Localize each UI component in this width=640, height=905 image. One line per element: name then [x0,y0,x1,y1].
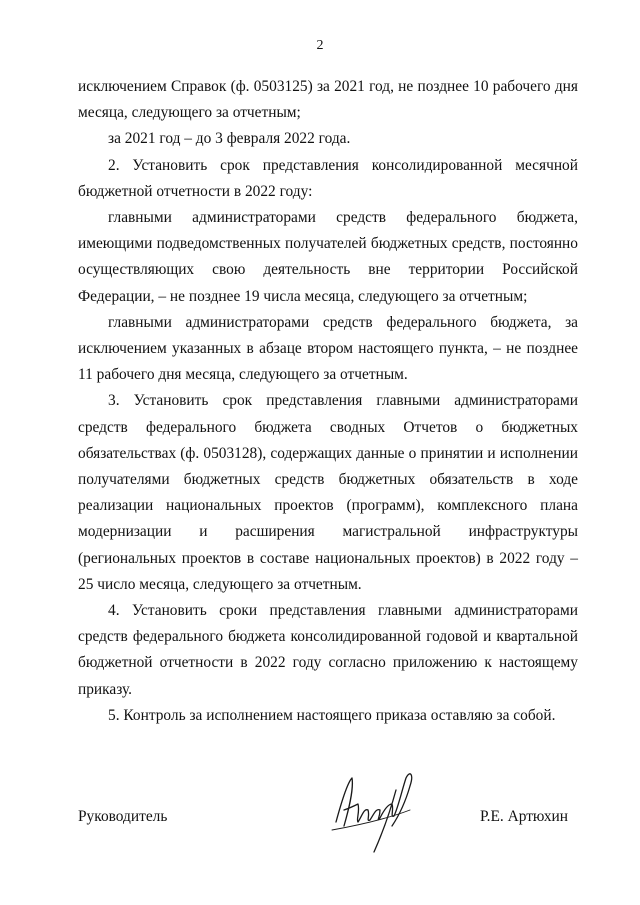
paragraph-item-5: 5. Контроль за исполнением настоящего приказа оставляю за собой. [108,706,556,724]
signatory-role: Руководитель [78,808,168,825]
page-number: 2 [316,38,324,53]
document-body [78,74,578,729]
handwritten-signature [314,760,424,860]
paragraph-item-2-other: главными администраторами средств федерального бюджета, за исключением указанных в абзаце втором настоящего пункта, – не позднее 11 рабочего дня месяца, следующего за отчетным. [78,313,578,384]
paragraph-item-3: 3. Установить срок представления главными администраторами средств федерального бюджета сводных Отчетов о бюджетных обязательствах (ф. 0503128), содержащих данные о принятии и исполнении получателями бюджетных средств бюджетных обязательств в ходе реализации национальных проектов (программ), комплексного плана модернизации и расширения магистральной инфраструктуры (региональных проектов в составе национальных проектов) в 2022 году – 25 число месяца, следующего за отчетным. [78,392,578,593]
paragraph-continuation: исключением Справок (ф. 0503125) за 2021 год, не позднее 10 рабочего дня месяца, следующего за отчетным; [78,78,578,122]
paragraph-deadline-2021: за 2021 год – до 3 февраля 2022 года. [108,130,351,148]
paragraph-item-2-abroad: главными администраторами средств федерального бюджета, имеющими подведомственных получателей бюджетных средств, постоянно осуществляющих свою деятельность вне территории Российской Федерации, – не позднее 19 числа месяца, следующего за отчетным; [78,209,578,305]
paragraph-item-2: 2. Установить срок представления консолидированной месячной бюджетной отчетности в 2022 году: [78,156,578,200]
paragraph-item-4: 4. Установить сроки представления главными администраторами средств федерального бюджета консолидированной годовой и квартальной бюджетной отчетности в 2022 году согласно приложению к настоящему приказу. [78,602,578,698]
signature-block [78,760,578,870]
signatory-name: Р.Е. Артюхин [480,808,568,825]
